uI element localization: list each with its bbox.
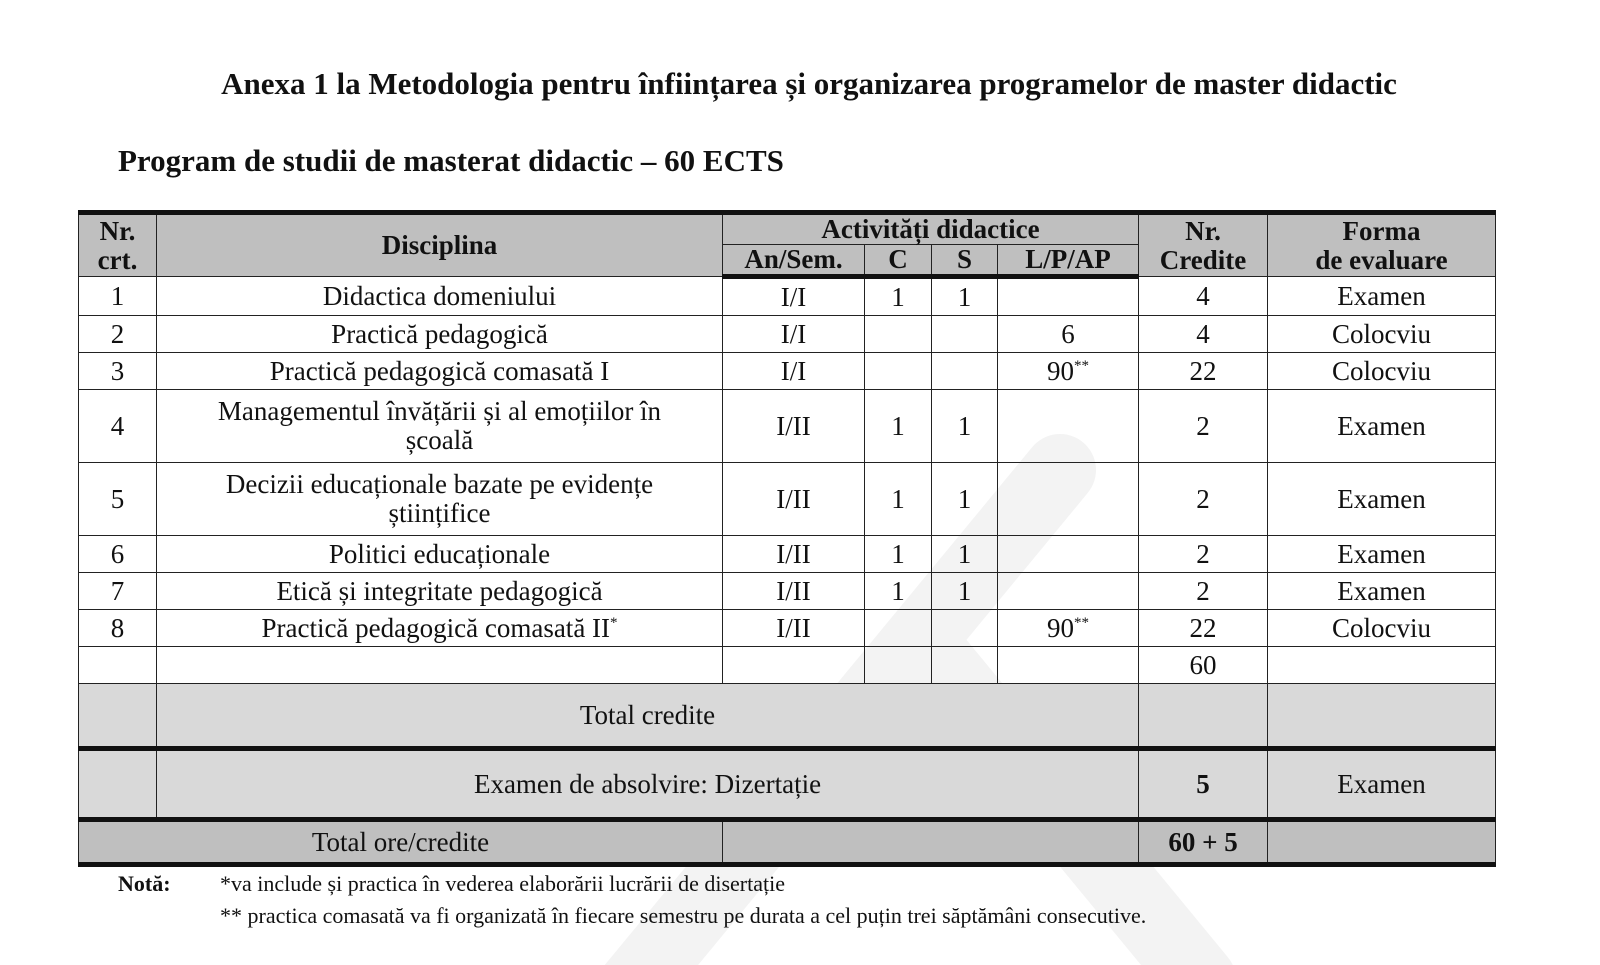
note-line-1: *va include și practica în vederea elaborării lucrării de disertație (220, 871, 785, 896)
total-ore-credite-label: Total ore/credite (79, 820, 723, 865)
cell-an-sem: I/II (723, 573, 865, 610)
cell-an-sem: I/II (723, 463, 865, 536)
cell-c: 1 (865, 463, 932, 536)
program-title: Program de studii de masterat didactic – 60 ECTS (118, 143, 784, 178)
cell-nr: 6 (79, 536, 157, 573)
cell-s: 1 (932, 277, 998, 316)
header-lpap: L/P/AP (998, 245, 1139, 277)
cell-credite: 2 (1139, 463, 1268, 536)
total-ore-credite-row (79, 820, 1496, 865)
cell-forma: Examen (1268, 277, 1496, 316)
cell-c (865, 610, 932, 647)
cell-disciplina: Didactica domeniului (157, 277, 723, 316)
cell-c: 1 (865, 573, 932, 610)
table-row (79, 573, 1496, 610)
total-ore-credite-value: 60 + 5 (1139, 820, 1268, 865)
cell-nr: 4 (79, 390, 157, 463)
header-nr-crt: Nr. crt. (79, 213, 157, 277)
note-label: Notă: (118, 871, 171, 896)
cell-lpap (998, 536, 1139, 573)
sum-row (79, 647, 1496, 684)
cell-disciplina: Practică pedagogică comasată I (157, 353, 723, 390)
table-row (79, 277, 1496, 316)
cell-disciplina: Practică pedagogică comasată II* (157, 610, 723, 647)
cell-disciplina: Practică pedagogică (157, 316, 723, 353)
cell-an-sem: I/I (723, 277, 865, 316)
cell-nr: 3 (79, 353, 157, 390)
cell-lpap: 6 (998, 316, 1139, 353)
examen-absolvire-credite: 5 (1139, 749, 1268, 820)
cell-credite: 22 (1139, 610, 1268, 647)
examen-absolvire-forma: Examen (1268, 749, 1496, 820)
cell-credite: 2 (1139, 536, 1268, 573)
cell-an-sem: I/I (723, 353, 865, 390)
table-row (79, 390, 1496, 463)
cell-s: 1 (932, 463, 998, 536)
cell-s: 1 (932, 536, 998, 573)
curriculum-table (78, 210, 1496, 867)
header-nr-credite: Nr. Credite (1139, 213, 1268, 277)
cell-an-sem: I/II (723, 536, 865, 573)
cell-lpap (998, 573, 1139, 610)
cell-s: 1 (932, 390, 998, 463)
header-forma-evaluare: Forma de evaluare (1268, 213, 1496, 277)
examen-absolvire-label: Examen de absolvire: Dizertație (157, 749, 1139, 820)
cell-lpap: 90** (998, 353, 1139, 390)
cell-s (932, 353, 998, 390)
cell-an-sem: I/II (723, 610, 865, 647)
cell-credite: 2 (1139, 573, 1268, 610)
cell-c (865, 353, 932, 390)
cell-forma: Examen (1268, 536, 1496, 573)
examen-absolvire-row (79, 749, 1496, 820)
cell-an-sem: I/II (723, 390, 865, 463)
cell-nr: 5 (79, 463, 157, 536)
header-c: C (865, 245, 932, 277)
table-row (79, 463, 1496, 536)
cell-credite: 4 (1139, 316, 1268, 353)
note-line-2: ** practica comasată va fi organizată în fiecare semestru pe durata a cel puțin trei săptămâni consecutive. (220, 903, 1147, 928)
cell-forma: Examen (1268, 390, 1496, 463)
cell-s (932, 316, 998, 353)
sum-credite: 60 (1139, 647, 1268, 684)
header-an-sem: An/Sem. (723, 245, 865, 277)
cell-lpap (998, 390, 1139, 463)
cell-disciplina: Politici educaționale (157, 536, 723, 573)
cell-disciplina: Managementul învățării și al emoțiilor în școală (157, 390, 723, 463)
cell-an-sem: I/I (723, 316, 865, 353)
cell-disciplina: Decizii educaționale bazate pe evidențe științifice (157, 463, 723, 536)
cell-nr: 8 (79, 610, 157, 647)
cell-credite: 22 (1139, 353, 1268, 390)
cell-nr: 1 (79, 277, 157, 316)
cell-lpap: 90** (998, 610, 1139, 647)
total-credite-row (79, 684, 1496, 749)
table-row (79, 610, 1496, 647)
cell-lpap (998, 463, 1139, 536)
cell-c (865, 316, 932, 353)
cell-nr: 2 (79, 316, 157, 353)
table-row (79, 316, 1496, 353)
cell-lpap (998, 277, 1139, 316)
header-activitati-didactice: Activități didactice (723, 213, 1139, 245)
cell-forma: Colocviu (1268, 353, 1496, 390)
cell-forma: Colocviu (1268, 316, 1496, 353)
cell-c: 1 (865, 536, 932, 573)
header-disciplina: Disciplina (157, 213, 723, 277)
cell-forma: Colocviu (1268, 610, 1496, 647)
cell-s (932, 610, 998, 647)
cell-credite: 4 (1139, 277, 1268, 316)
cell-c: 1 (865, 390, 932, 463)
cell-c: 1 (865, 277, 932, 316)
cell-s: 1 (932, 573, 998, 610)
cell-credite: 2 (1139, 390, 1268, 463)
annex-title: Anexa 1 la Metodologia pentru înființarea și organizarea programelor de master didactic (221, 66, 1397, 101)
table-row (79, 536, 1496, 573)
cell-disciplina: Etică și integritate pedagogică (157, 573, 723, 610)
table-row (79, 353, 1496, 390)
total-credite-label: Total credite (157, 684, 1139, 749)
cell-forma: Examen (1268, 573, 1496, 610)
cell-nr: 7 (79, 573, 157, 610)
cell-forma: Examen (1268, 463, 1496, 536)
header-s: S (932, 245, 998, 277)
